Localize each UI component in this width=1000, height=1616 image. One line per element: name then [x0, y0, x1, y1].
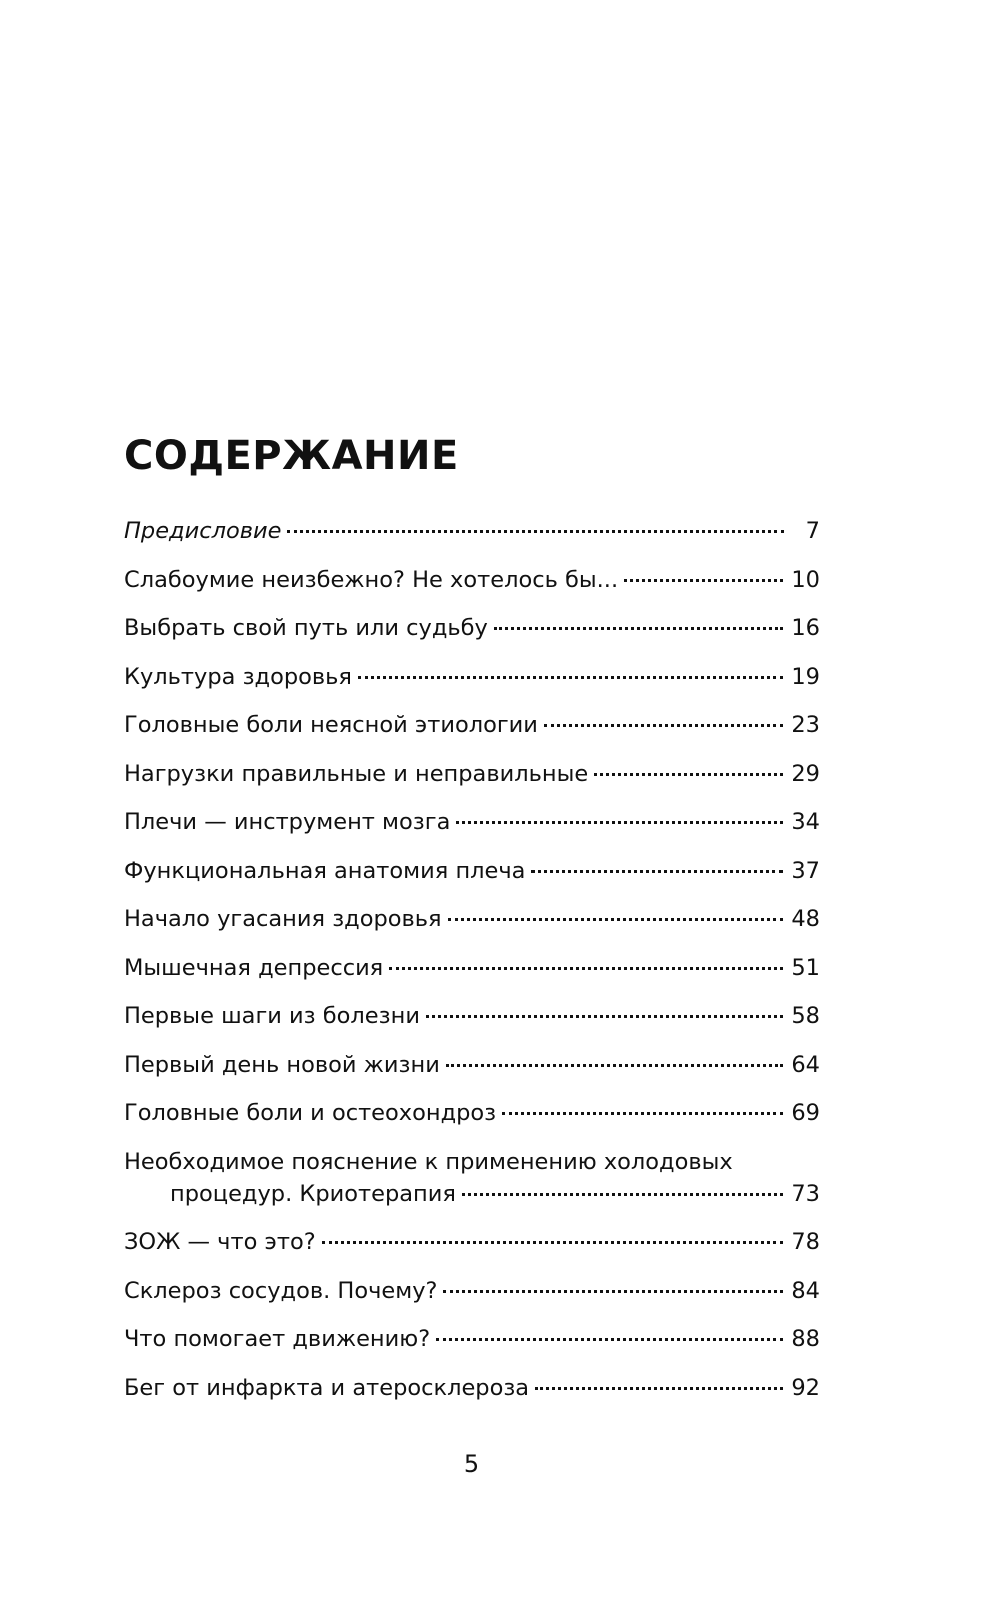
toc-entry-continuation [124, 1181, 820, 1207]
toc-entry-page: 19 [791, 663, 820, 690]
toc-entry [124, 1229, 820, 1278]
dot-leader [389, 967, 783, 970]
toc-entry-title: Предисловие [124, 518, 282, 544]
toc-entry-title: ЗОЖ — что это? [124, 1229, 316, 1255]
toc-entry-page: 34 [791, 809, 820, 835]
dot-leader [358, 676, 783, 679]
toc-entry-page: 7 [805, 518, 820, 544]
toc-entry-page: 64 [791, 1051, 820, 1078]
toc-entry-title-line1: Необходимое пояснение к применению холодовых [124, 1148, 733, 1175]
dot-leader [436, 1338, 783, 1341]
toc-entry-title: Выбрать свой путь или судьбу [124, 615, 488, 641]
toc-entry-page: 51 [791, 954, 820, 981]
dot-leader [462, 1193, 783, 1196]
toc-entry-page: 23 [791, 712, 820, 738]
toc-entry [124, 567, 820, 616]
dot-leader [535, 1387, 783, 1390]
toc-entry-title: Головные боли неясной этиологии [124, 712, 538, 738]
toc-entry-title: Головные боли и остеохондроз [124, 1100, 497, 1126]
page-title: СОДЕРЖАНИЕ [124, 433, 459, 479]
toc-entry [124, 518, 820, 567]
dot-leader [287, 530, 784, 533]
toc-entry [124, 1003, 820, 1052]
toc-entry-page: 58 [791, 1003, 820, 1029]
toc-entry [124, 664, 820, 713]
toc-entry [124, 1100, 820, 1149]
toc-entry-title: Плечи — инструмент мозга [124, 809, 451, 835]
toc-entry [124, 761, 820, 810]
toc-entry-page: 84 [791, 1277, 820, 1304]
toc-entry [124, 955, 820, 1004]
toc-entry-title-line2: процедур. Криотерапия [170, 1181, 456, 1207]
toc-entry-page: 29 [791, 760, 820, 787]
toc-entry-title: Начало угасания здоровья [124, 906, 442, 932]
toc-entry-page: 73 [791, 1181, 820, 1207]
toc-entry [124, 858, 820, 907]
toc-entry-title: Нагрузки правильные и неправильные [124, 760, 589, 787]
toc-entry [124, 1375, 820, 1424]
toc-entry-title: Что помогает движению? [124, 1326, 431, 1352]
toc-entry-page: 10 [791, 566, 820, 593]
dot-leader [322, 1241, 784, 1244]
dot-leader [426, 1015, 783, 1018]
toc-entry [124, 1149, 820, 1230]
table-of-contents [124, 518, 820, 1423]
toc-entry-page: 16 [791, 615, 820, 641]
dot-leader [594, 773, 783, 776]
dot-leader [502, 1112, 783, 1115]
toc-entry-page: 78 [791, 1229, 820, 1255]
toc-entry-title: Культура здоровья [124, 663, 352, 690]
toc-entry-page: 48 [791, 906, 820, 932]
toc-entry-title: Мышечная депрессия [124, 954, 384, 981]
dot-leader [494, 627, 784, 630]
toc-entry [124, 1052, 820, 1101]
dot-leader [448, 918, 784, 921]
toc-entry-page: 92 [791, 1374, 820, 1401]
toc-entry-title: Первые шаги из болезни [124, 1003, 420, 1029]
toc-entry [124, 615, 820, 664]
toc-entry-page: 69 [791, 1100, 820, 1126]
dot-leader [624, 579, 783, 582]
toc-entry-title: Слабоумие неизбежно? Не хотелось бы... [124, 566, 619, 593]
toc-entry-page: 88 [791, 1326, 820, 1352]
dot-leader [456, 821, 783, 824]
dot-leader [544, 724, 783, 727]
toc-entry [124, 1278, 820, 1327]
dot-leader [446, 1064, 784, 1067]
toc-entry-title: Первый день новой жизни [124, 1051, 440, 1078]
toc-entry-title: Функциональная анатомия плеча [124, 857, 526, 884]
page-number: 5 [463, 1450, 480, 1478]
toc-entry [124, 906, 820, 955]
toc-entry [124, 809, 820, 858]
dot-leader [531, 870, 783, 873]
toc-entry-page: 37 [791, 857, 820, 884]
toc-entry-title: Бег от инфаркта и атеросклероза [124, 1374, 530, 1401]
toc-entry-title: Склероз сосудов. Почему? [124, 1277, 438, 1304]
dot-leader [443, 1290, 783, 1293]
toc-entry [124, 712, 820, 761]
toc-entry [124, 1326, 820, 1375]
